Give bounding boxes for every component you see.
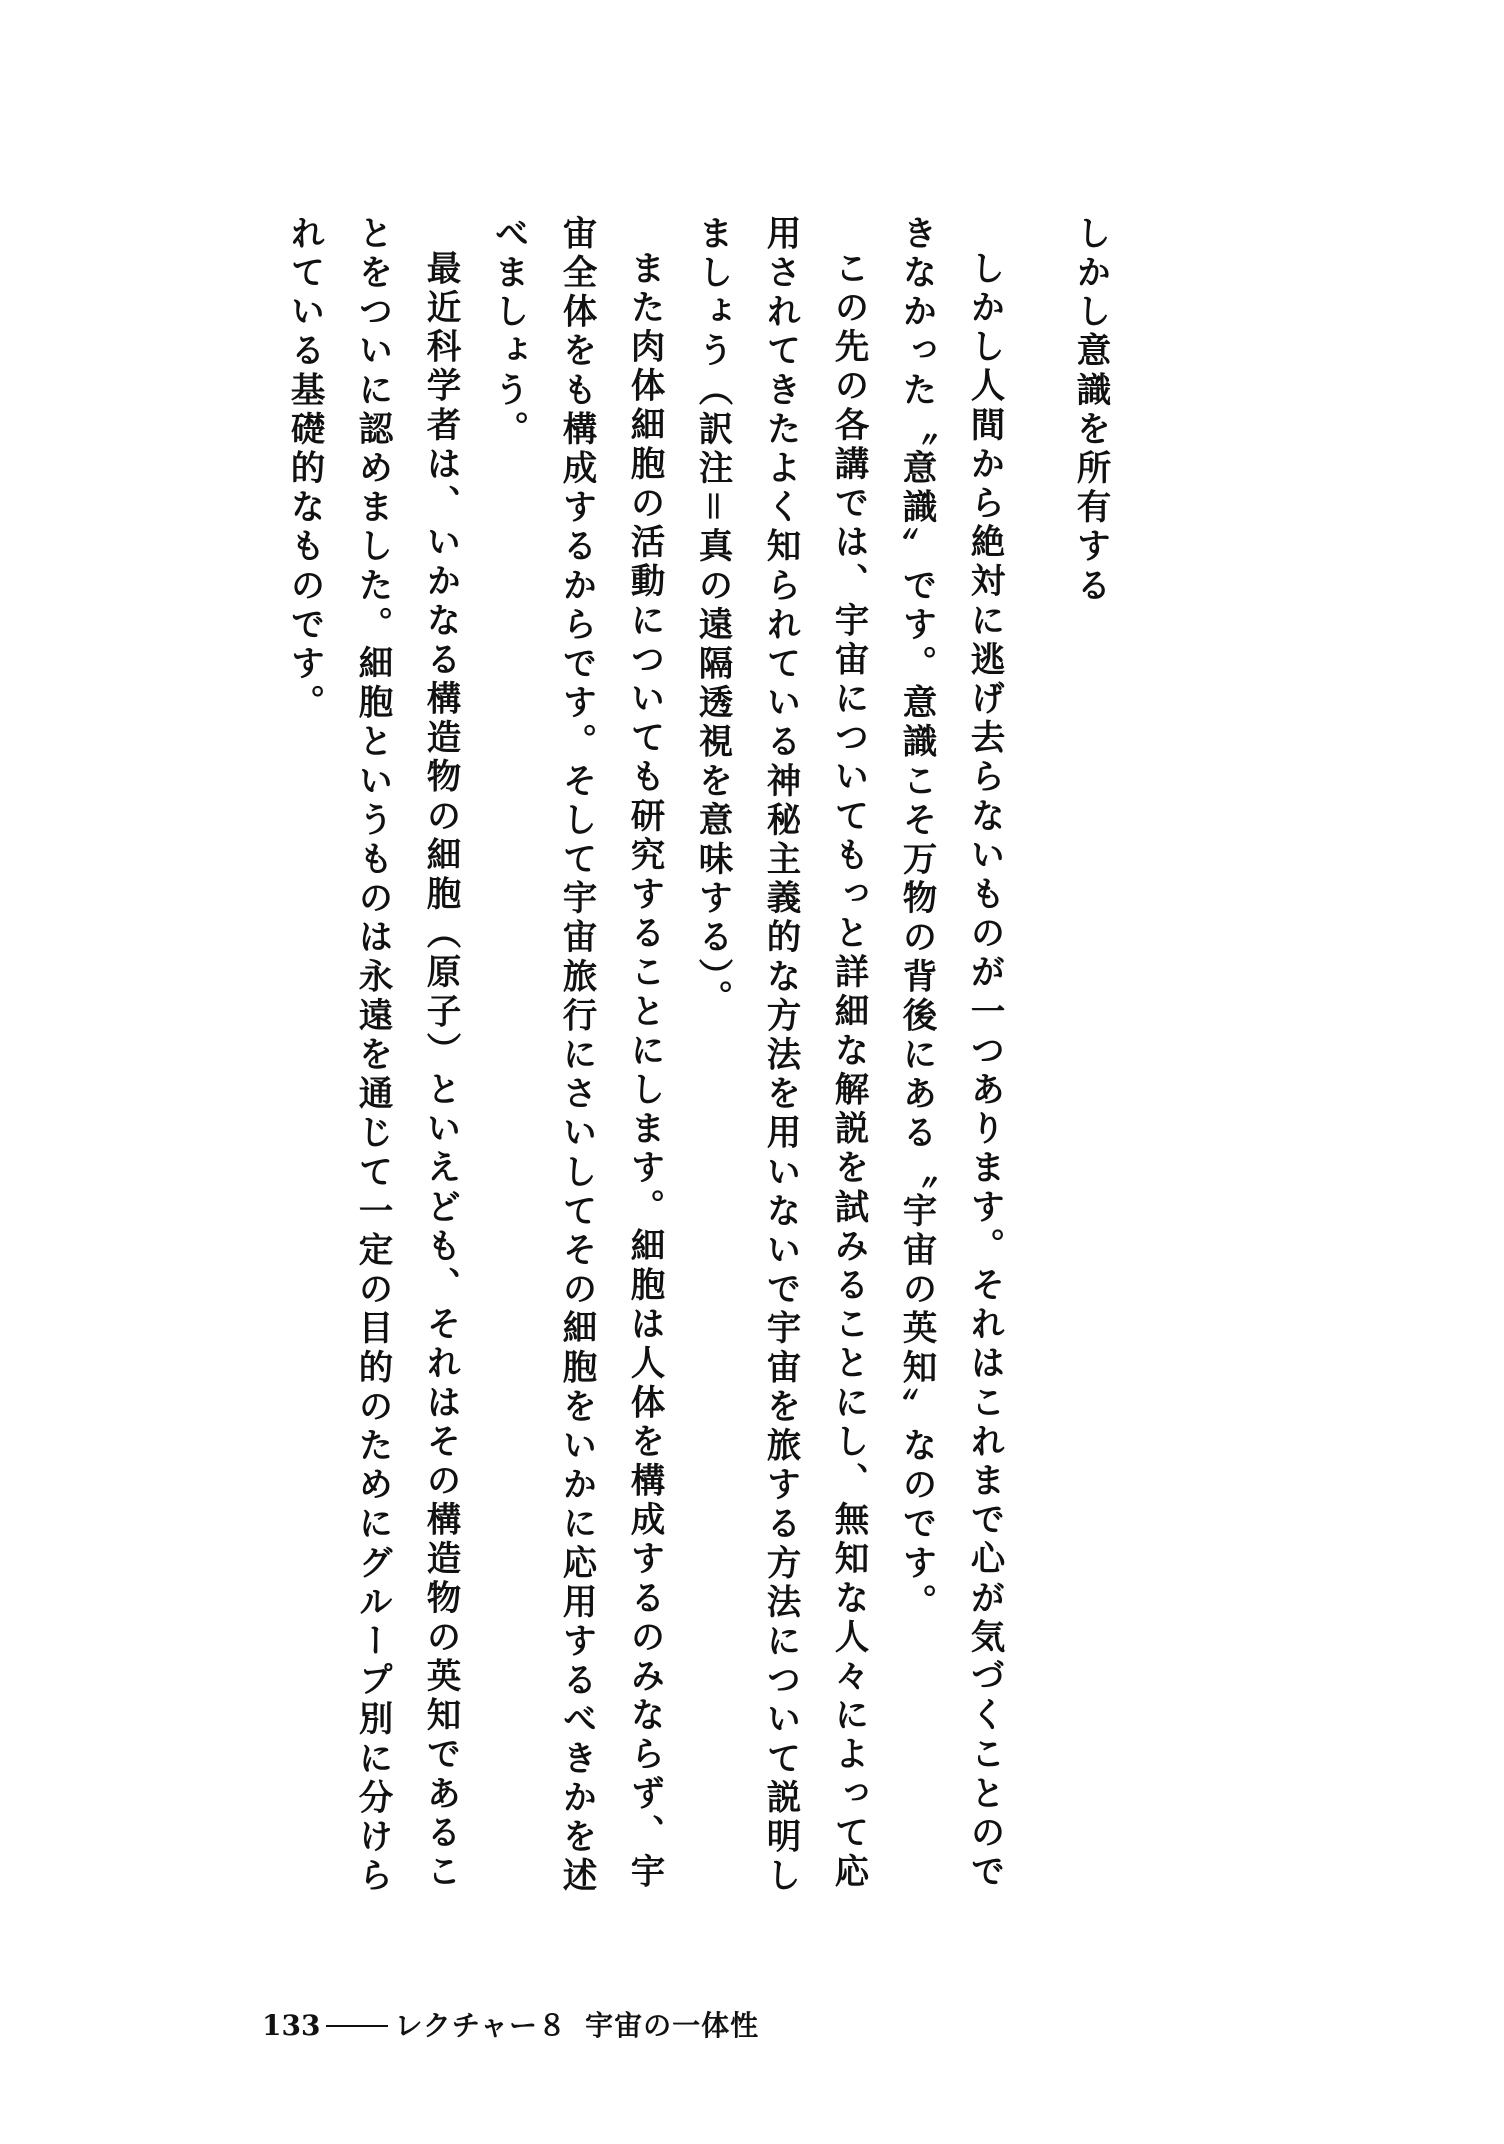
footer-dash [326,2025,388,2027]
vertical-text-block [270,215,1124,1915]
paragraph: しかし人間から絶対に逃げ去らないものが一つあります。それはこれまで心が気づくことのできなかった〝意識〟です。意識こそ万物の背後にある〝宇宙の英知〟なのです。 [896,215,1004,1892]
paragraph: この先の各講では、宇宙についてもっと詳細な解説を試みることにし、無知な人々によって応用されてきたよく知られている神秘主義的な方法を用いないで宇宙を旅する方法について説明しましょう（訳注＝真の遠隔透視を意味する）。 [692,215,868,1897]
paragraph: また肉体細胞の活動についても研究することにします。細胞は人体を構成するのみならず、宇宙全体をも構成するからです。そして宇宙旅行にさいしてその細胞をいかに応用するべきかを述べましょう。 [488,215,664,1897]
page-number: 133 [262,2009,321,2042]
section-heading: しかし意識を所有する [1070,215,1110,606]
page-footer [262,2004,759,2044]
paragraph: 最近科学者は、いかなる構造物の細胞（原子）といえども、それはその構造物の英知であることをついに認めました。細胞というものは永遠を通じて一定の目的のためにグループ別に分けられている基礎的なものです。 [284,215,460,1897]
footer-lecture: レクチャー８ [394,2009,568,2042]
footer-title: 宇宙の一体性 [585,2009,760,2042]
